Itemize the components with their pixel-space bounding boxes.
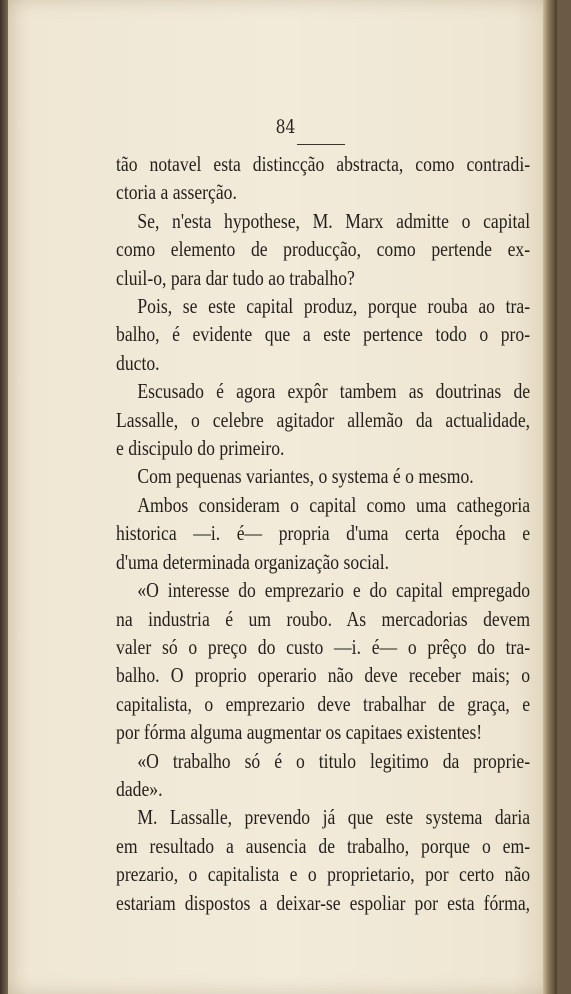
body-text bbox=[116, 150, 530, 917]
text-line: ctoria a asserção. bbox=[116, 180, 237, 205]
text-line: na industria é um roubo. As mercadorias devem bbox=[116, 606, 531, 631]
text-line: cluil-o, para dar tudo ao trabalho? bbox=[116, 265, 355, 290]
text-line: capitalista, o emprezario deve trabalhar de graça, e bbox=[116, 691, 531, 716]
text-line: estariam dispostos a deixar-se espoliar por esta fórma, bbox=[116, 890, 531, 915]
page-number-rule bbox=[297, 144, 345, 145]
text-line: «O interesse do emprezario e do capital empregado bbox=[137, 578, 531, 603]
text-line: Se, n'esta hypothese, M. Marx admitte o capital bbox=[137, 208, 531, 233]
text-line: por fórma alguma augmentar os capitaes existentes! bbox=[116, 720, 483, 745]
text-line: valer só o preço do custo —i. é— o prêço do tra- bbox=[116, 634, 531, 659]
text-line: Com pequenas variantes, o systema é o mesmo. bbox=[137, 464, 474, 489]
page-edge bbox=[543, 0, 557, 994]
text-line: Ambos consideram o capital como uma cathegoria bbox=[137, 492, 531, 517]
text-line: dade». bbox=[116, 776, 163, 801]
text-line: e discipulo do primeiro. bbox=[116, 436, 285, 461]
text-line: «O trabalho só é o titulo legitimo da proprie- bbox=[137, 748, 531, 773]
text-line: ducto. bbox=[116, 350, 160, 375]
book-spine bbox=[0, 0, 8, 994]
text-line: M. Lassalle, prevendo já que este systema daria bbox=[137, 805, 531, 830]
text-line: em resultado a ausencia de trabalho, porque o em- bbox=[116, 833, 531, 858]
text-line: Pois, se este capital produz, porque rouba ao tra- bbox=[137, 294, 531, 319]
text-line: Escusado é agora expôr tambem as doutrinas de bbox=[137, 379, 531, 404]
text-line: tão notavel esta distincção abstracta, como contradi- bbox=[116, 152, 531, 176]
text-line: balho, é evidente que a este pertence todo o pro- bbox=[116, 322, 531, 347]
text-line: balho. O proprio operario não deve receber mais; o bbox=[116, 663, 531, 688]
text-line: como elemento de producção, como pertende ex- bbox=[116, 237, 531, 262]
text-line: prezario, o capitalista e o proprietario, por certo não bbox=[116, 862, 531, 887]
text-line: historica —i. é— propria d'uma certa épocha e bbox=[116, 521, 531, 546]
text-line: d'uma determinada organização social. bbox=[116, 549, 390, 574]
text-line: Lassalle, o celebre agitador allemão da actualidade, bbox=[116, 407, 531, 432]
page-number: 84 bbox=[275, 116, 296, 138]
